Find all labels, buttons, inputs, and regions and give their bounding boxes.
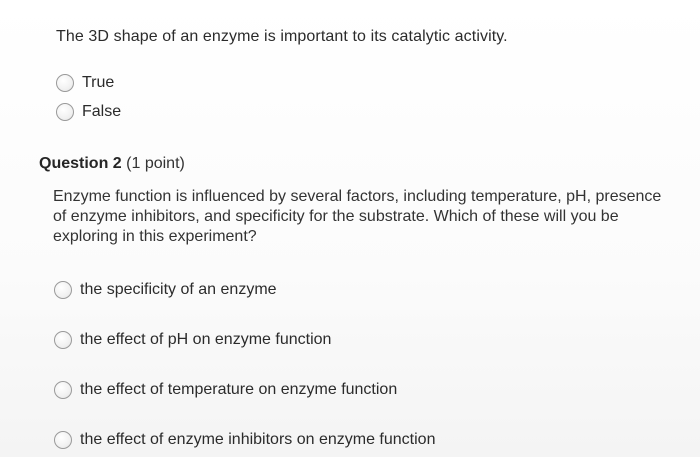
question-1-option-false[interactable] <box>56 102 121 122</box>
option-label: False <box>82 103 122 120</box>
question-2-option-temperature[interactable] <box>54 380 397 400</box>
question-2-text: Enzyme function is influenced by several factors, including temperature, pH, presence of enzyme inhibitors, and specificity for the substrate. Which of these will you be exploring in this experiment? <box>53 188 662 245</box>
option-label: the effect of temperature on enzyme function <box>80 381 398 398</box>
question-2-option-inhibitors[interactable] <box>54 430 435 450</box>
option-label: the effect of enzyme inhibitors on enzyme function <box>80 431 436 448</box>
question-2-points: (1 point) <box>126 155 185 172</box>
question-2-header <box>39 154 185 174</box>
radio-button[interactable] <box>54 331 72 349</box>
option-label: the specificity of an enzyme <box>80 281 277 298</box>
radio-button[interactable] <box>56 103 74 121</box>
question-2-option-specificity[interactable] <box>54 280 277 300</box>
radio-button[interactable] <box>54 431 72 449</box>
question-2-title: Question 2 <box>39 155 122 172</box>
radio-button[interactable] <box>54 281 72 299</box>
option-label: the effect of pH on enzyme function <box>80 331 332 348</box>
question-1-option-true[interactable] <box>56 73 114 93</box>
question-1-text: The 3D shape of an enzyme is important to its catalytic activity. <box>56 28 508 45</box>
radio-button[interactable] <box>54 381 72 399</box>
question-2-option-ph[interactable] <box>54 330 331 350</box>
radio-button[interactable] <box>56 74 74 92</box>
option-label: True <box>82 74 115 91</box>
